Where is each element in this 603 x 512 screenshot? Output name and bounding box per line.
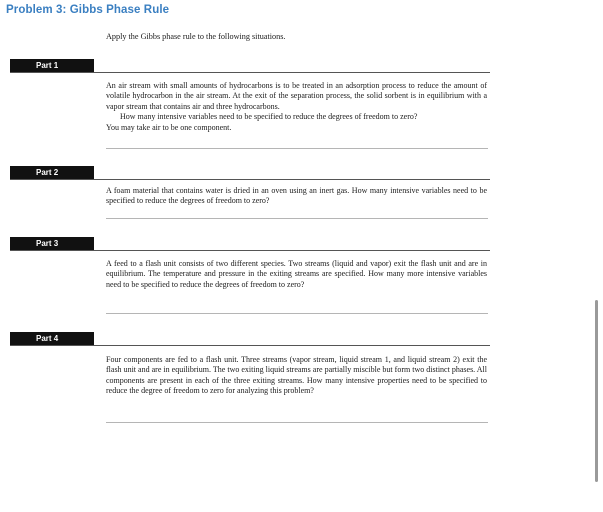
part-2-answer-line (106, 218, 488, 219)
part-4-question: Four components are fed to a flash unit. Three streams (vapor stream, liquid stream 1, and liquid stream 2) exit the flash unit and are in equilibrium. The two exiting liquid streams are partially miscible but form two distinct phases. All components are present in each of the three exiting streams. How many intensive properties need to be specified to reduce the degree of freedom to zero for analyzing this problem? (106, 355, 487, 396)
problem-intro: Apply the Gibbs phase rule to the following situations. (106, 32, 286, 41)
part-4-divider (10, 345, 490, 346)
part-3-answer-line (106, 313, 488, 314)
part-1-question (106, 81, 487, 133)
part-2-question: A foam material that contains water is dried in an oven using an inert gas. How many intensive variables need to be specified to reduce the degrees of freedom to zero? (106, 186, 487, 206)
part-3-header: Part 3 (10, 237, 94, 250)
part-1-text: An air stream with small amounts of hydrocarbons is to be treated in an adsorption process to reduce the amount of volatile hydrocarbon in the air stream. At the exit of the separation process, the solid sorbent is in equilibrium with a vapor stream that contains air and three hydrocarbons. (106, 81, 487, 111)
part-1-note: You may take air to be one component. (106, 122, 232, 132)
part-1-subquestion: How many intensive variables need to be specified to reduce the degrees of freedom to zero? (120, 112, 418, 122)
part-1-divider (10, 72, 490, 73)
vertical-scrollbar[interactable] (595, 300, 598, 482)
part-2-header: Part 2 (10, 166, 94, 179)
problem-title: Problem 3: Gibbs Phase Rule (6, 4, 170, 16)
part-4-header: Part 4 (10, 332, 94, 345)
part-4-answer-line (106, 422, 488, 423)
part-3-divider (10, 250, 490, 251)
part-2-divider (10, 179, 490, 180)
part-1-header: Part 1 (10, 59, 94, 72)
part-1-answer-line (106, 148, 488, 149)
part-3-question: A feed to a flash unit consists of two different species. Two streams (liquid and vapor) exit the flash unit and are in equilibrium. The temperature and pressure in the exiting streams are specified. How many more intensive variables need to be specified to reduce the degrees of freedom to zero? (106, 259, 487, 289)
